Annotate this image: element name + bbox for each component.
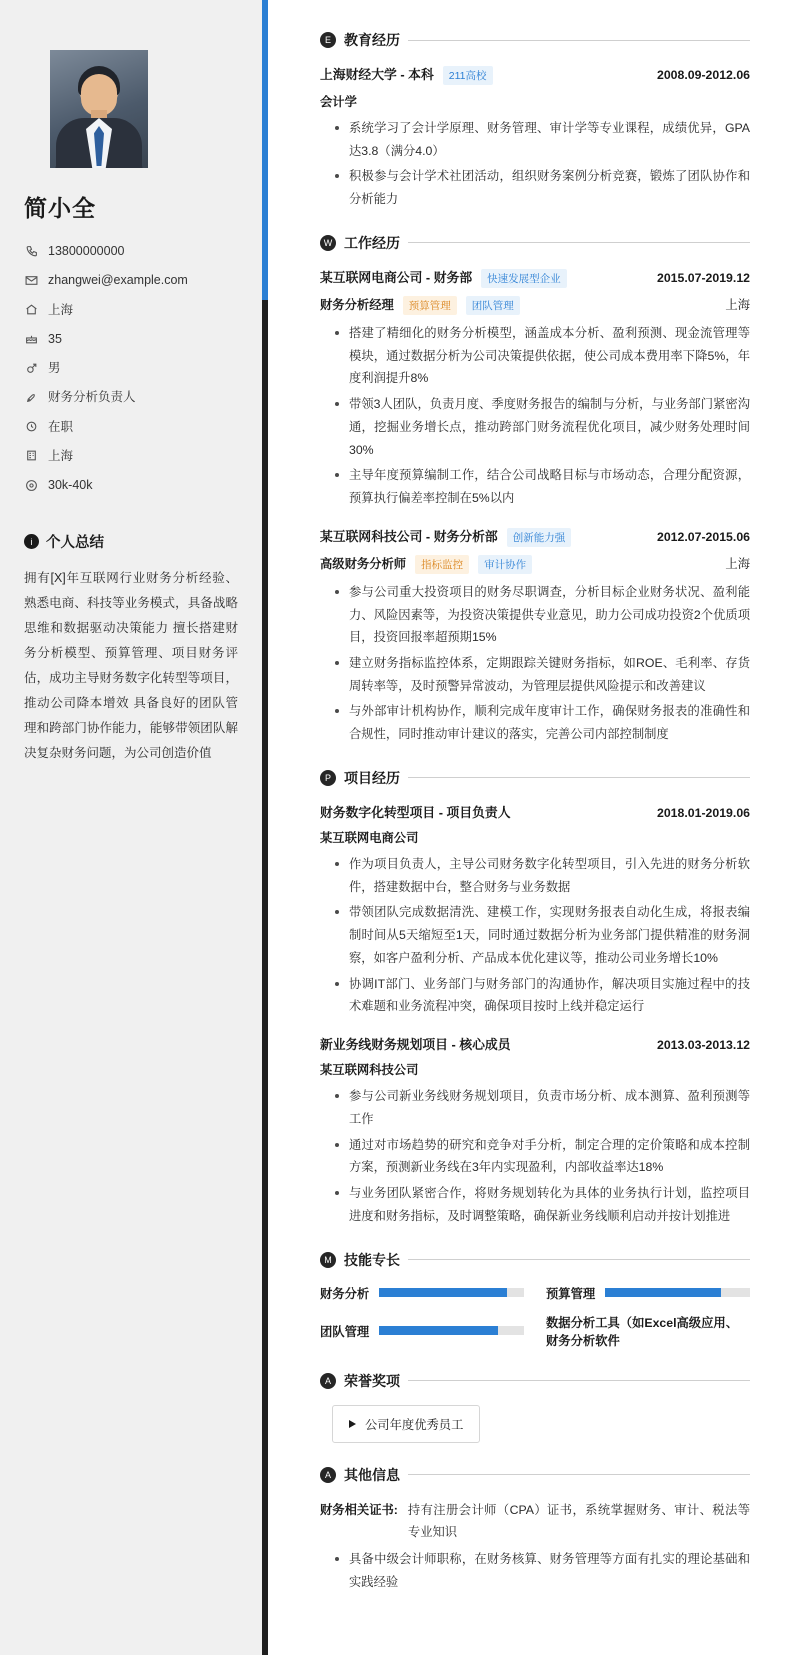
skill-item [546,1313,750,1349]
section-title: 项目经历 [344,769,400,786]
section-title: 其他信息 [344,1466,400,1483]
section-skills [320,1250,750,1349]
summary-header [24,531,238,552]
honor-icon: A [320,1373,336,1389]
info-item-salary [24,477,238,493]
section-rule [408,1474,750,1475]
education-icon: E [320,32,336,48]
other-bullets [332,1548,750,1593]
bullet: 系统学习了会计学原理、财务管理、审计学等专业课程，成绩优异，GPA达3.8（满分4.0） [332,117,750,162]
status-icon [24,420,38,434]
contact-info-list [24,243,238,493]
info-text: zhangwei@example.com [48,273,188,288]
section-rule [408,1259,750,1260]
section-title: 教育经历 [344,32,400,48]
info-text: 30k-40k [48,478,93,492]
bullet: 参与公司重大投资项目的财务尽职调查，分析目标企业财务状况、盈利能力、风险因素等，为投资决策提供专业意见，助力公司成功投资2个优质项目，投资回报率超预期15% [332,581,750,649]
education-bullets [332,117,750,211]
work-location: 上海 [725,556,750,571]
other-info-icon: A [320,1467,336,1483]
section-work [320,233,750,746]
section-title: 技能专长 [344,1251,400,1268]
project-bullets [332,853,750,1018]
info-text: 男 [48,361,61,375]
section-rule [408,242,750,243]
job-title: 财务分析经理 [320,297,394,312]
work-bullets [332,322,750,510]
bullet: 积极参与会计学术社团活动，组织财务案例分析竞赛，锻炼了团队协作和分析能力 [332,165,750,210]
project-name: 财务数字化转型项目 - 项目负责人 [320,804,511,820]
section-rule [408,1380,750,1381]
info-item-email [24,272,238,288]
work-date: 2012.07-2015.06 [657,529,750,544]
bullet: 与业务团队紧密合作，将财务规划转化为具体的业务执行计划，监控项目进度和财务指标，及时调整策略，确保新业务线顺利启动并按计划推进 [332,1182,750,1227]
role-tag: 预算管理 [403,296,457,315]
info-item-phone [24,243,238,259]
info-text: 在职 [48,419,74,434]
section-header [320,1250,750,1270]
skill-item [320,1284,524,1302]
section-header [320,768,750,788]
school-name: 上海财经大学 - 本科 [320,67,434,82]
project-entry [320,802,750,1018]
section-rule [408,777,750,778]
section-header [320,30,750,50]
project-company: 某互联网电商公司 [320,830,419,845]
info-item-gender [24,360,238,376]
sidebar [0,0,262,1655]
vertical-divider [262,0,268,1655]
company-name: 某互联网电商公司 - 财务部 [320,269,473,285]
education-entry [320,64,750,211]
skill-name: 数据分析工具（如Excel高级应用、财务分析软件 [546,1315,738,1348]
skill-bar [605,1288,750,1297]
project-name: 新业务线财务规划项目 - 核心成员 [320,1037,511,1053]
bullet: 参与公司新业务线财务规划项目，负责市场分析、成本测算、盈利预测等工作 [332,1085,750,1130]
job-title: 高级财务分析师 [320,556,407,571]
bullet: 通过对市场趋势的研究和竞争对手分析，制定合理的定价策略和成本控制方案，预测新业务线在3年内实现盈利，内部收益率达18% [332,1134,750,1179]
other-value: 持有注册会计师（CPA）证书，系统掌握财务、审计、税法等专业知识 [407,1502,750,1540]
bullet: 主导年度预算编制工作，结合公司战略目标与市场动态，合理分配资源，预算执行偏差率控制在5%以内 [332,464,750,509]
info-item-position [24,389,238,405]
info-text: 上海 [48,302,74,317]
honor-label: 公司年度优秀员工 [365,1417,464,1432]
role-tag: 团队管理 [466,296,520,315]
candidate-name: 简小全 [24,195,96,221]
honor-item[interactable] [332,1405,480,1443]
avatar [50,50,148,168]
bullet: 带领3人团队，负责月度、季度财务报告的编制与分析，与业务部门紧密沟通，挖掘业务增长点，推动跨部门财务流程优化项目，减少财务处理时间30% [332,393,750,461]
info-text: 35 [48,331,62,346]
work-entry [320,267,750,510]
education-date: 2008.09-2012.06 [657,68,750,82]
project-company: 某互联网科技公司 [320,1063,419,1078]
project-icon: P [320,770,336,786]
other-row [320,1499,750,1544]
other-label: 财务相关证书: [320,1502,398,1517]
cake-icon [24,332,38,346]
bullet: 搭建了精细化的财务分析模型，涵盖成本分析、盈利预测、现金流管理等模块，通过数据分析为公司决策提供依据，使公司成本费用率下降5%，年度利润提升8% [332,322,750,390]
info-text: 财务分析负责人 [48,390,136,405]
phone-icon [24,244,38,258]
work-icon: W [320,235,336,251]
skills-grid [320,1284,750,1349]
skills-icon: M [320,1252,336,1268]
section-title: 荣誉奖项 [344,1372,400,1389]
company-tag: 快速发展型企业 [481,269,567,288]
rocket-icon [24,390,38,404]
skill-name: 团队管理 [320,1324,370,1339]
play-icon [349,1420,356,1428]
company-tag: 创新能力强 [507,528,572,547]
bullet: 建立财务指标监控体系，定期跟踪关键财务指标，如ROE、毛利率、存货周转率等，及时预警异常波动，为管理层提供风险提示和改善建议 [332,652,750,697]
summary-title: 个人总结 [46,535,104,552]
role-tag: 审计协作 [478,555,532,574]
info-item-status [24,419,238,435]
bullet: 与外部审计机构协作，顺利完成年度审计工作，确保财务报表的准确性和合规性，同时推动审计建议的落实，完善公司内部控制制度 [332,700,750,745]
work-bullets [332,581,750,746]
work-date: 2015.07-2019.12 [657,270,750,285]
company-name: 某互联网科技公司 - 财务分析部 [320,528,498,544]
work-location: 上海 [725,297,750,312]
gender-icon [24,361,38,375]
major: 会计学 [320,95,357,109]
bullet: 作为项目负责人，主导公司财务数字化转型项目，引入先进的财务分析软件，搭建数据中台，整合财务与业务数据 [332,853,750,898]
skill-item [546,1284,750,1302]
mail-icon [24,273,38,287]
section-header [320,1371,750,1391]
section-projects [320,768,750,1228]
info-text: 上海 [48,448,74,463]
role-tag: 指标监控 [415,555,469,574]
skill-bar [379,1288,524,1297]
project-bullets [332,1085,750,1227]
info-badge-icon: i [24,534,39,549]
project-date: 2013.03-2013.12 [657,1038,750,1053]
section-rule [408,40,750,41]
section-education [320,30,750,211]
work-entry [320,526,750,746]
section-other-info [320,1465,750,1594]
summary-text: 拥有[X]年互联网行业财务分析经验、熟悉电商、科技等业务模式，具备战略思维和数据驱动决策能力 擅长搭建财务分析模型、预算管理、项目财务评估，成功主导财务数字化转型等项目，推动公司降本增效 具备良好的团队管理和跨部门协作能力，能够带领团队解决复杂财务问题，为公司创造价值 [24,571,238,761]
skill-item [320,1313,524,1349]
info-text: 13800000000 [48,244,125,258]
info-item-home [24,302,238,318]
section-header [320,233,750,253]
salary-icon [24,478,38,492]
main-content [268,0,794,1655]
skill-bar [379,1326,524,1335]
section-header [320,1465,750,1485]
skill-name: 财务分析 [320,1286,370,1301]
skill-name: 预算管理 [546,1286,596,1301]
building-icon [24,449,38,463]
bullet: 带领团队完成数据清洗、建模工作，实现财务报表自动化生成，将报表编制时间从5天缩短至1天，同时通过数据分析为业务部门提供精准的财务洞察，如客户盈利分析、产品成本优化建议等，推动公司业务增长10% [332,901,750,969]
bullet: 具备中级会计师职称，在财务核算、财务管理等方面有扎实的理论基础和实践经验 [332,1548,750,1593]
school-tag: 211高校 [443,66,493,85]
bullet: 协调IT部门、业务部门与财务部门的沟通协作，解决项目实施过程中的技术难题和业务流程冲突，确保项目按时上线并稳定运行 [332,973,750,1018]
info-item-age [24,331,238,347]
project-entry [320,1034,750,1227]
info-item-city [24,448,238,464]
section-honors [320,1371,750,1443]
home-icon [24,303,38,317]
section-title: 工作经历 [344,234,400,251]
project-date: 2018.01-2019.06 [657,805,750,820]
